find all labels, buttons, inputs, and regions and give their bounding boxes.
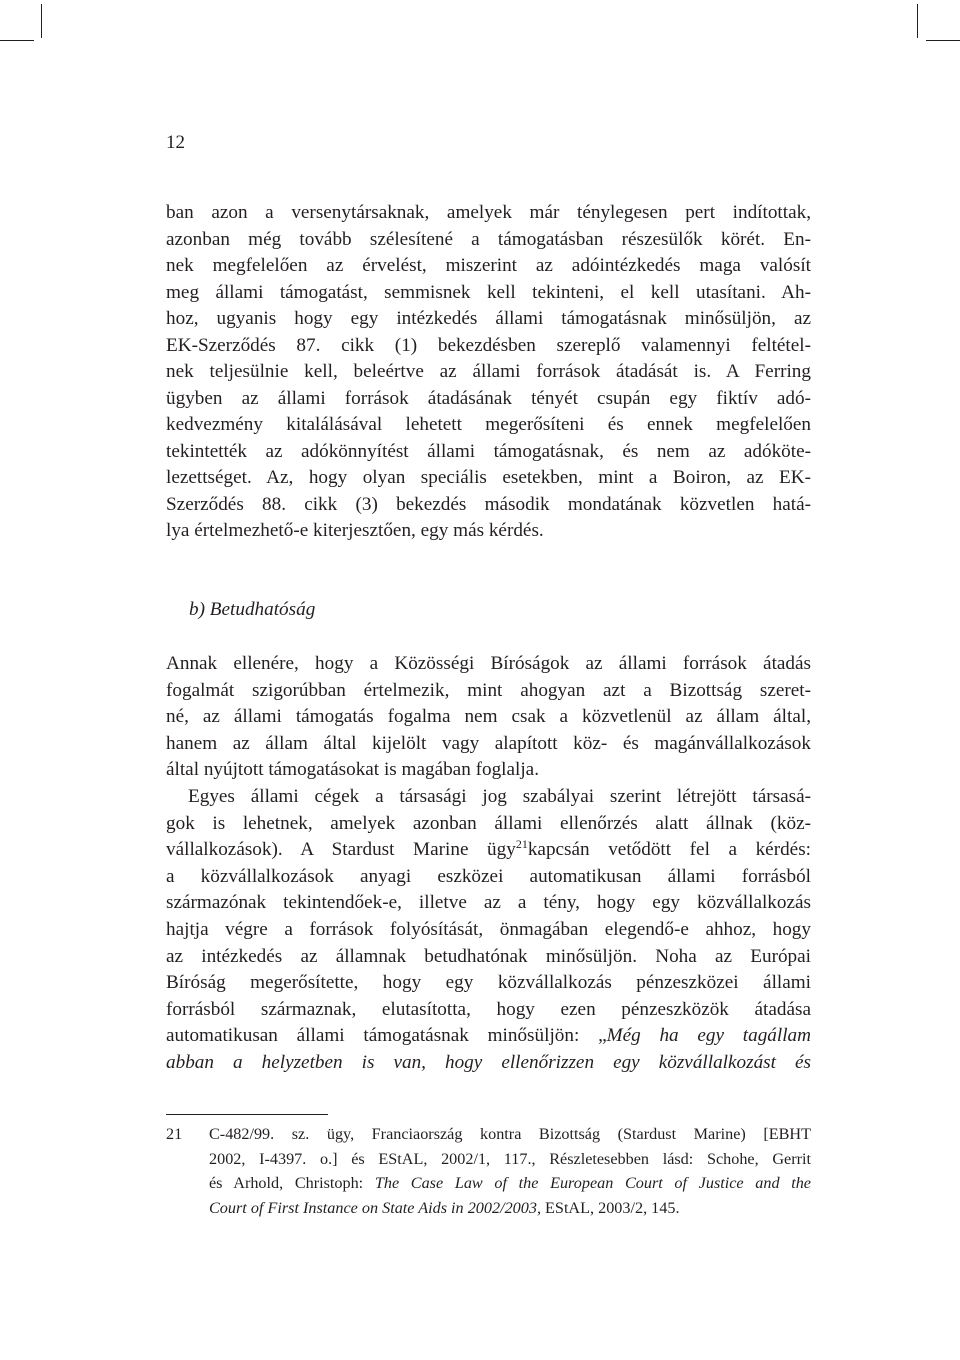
body-paragraph-3 [166,784,811,1077]
footnote-number: 21 [166,1125,183,1143]
crop-mark-top-left-vertical [41,4,42,38]
text-line: Egyes állami cégek a társasági jog szabályai szerint létrejött társasá- [188,785,811,807]
body-section-b [166,651,811,1077]
footnote-line: 2002, I-4397. o.] és EStAL, 2002/1, 117., Részletesebben lásd: Schohe, Gerrit [209,1149,811,1168]
crop-mark-top-right-horizontal [926,40,960,41]
body-paragraph-2 [166,651,811,784]
text-line: né, az állami támogatás fogalma nem csak a közvetlenül az állam által, [166,706,811,728]
text-line: forrásból származnak, elutasította, hogy ezen pénzeszközök átadása [166,998,811,1020]
text-line: hajtja végre a források folyósítását, önmagában elegendő-e ahhoz, hogy [166,918,811,940]
text-line [166,1023,811,1050]
footnote-separator [166,1114,328,1115]
quote-text-line: abban a helyzetben is van, hogy ellenőrizzen egy közvállalkozást és [166,1051,811,1073]
footnote-reference: 21 [515,837,528,852]
text-line: meg állami támogatást, semmisnek kell tekinteni, el kell utasítani. Ah- [166,281,811,303]
text-fragment: automatikusan állami támogatásnak minősüljön: [166,1025,599,1047]
text-line: hanem az állam által kijelölt vagy alapított köz- és magánvállalkozások [166,732,811,754]
text-line: tekintették az adókönnyítést állami támogatásnak, és nem az adóköte- [166,440,811,462]
text-line: gok is lehetnek, amelyek azonban állami ellenőrzés alatt állnak (köz- [166,812,811,834]
crop-mark-top-left-horizontal [0,40,34,41]
crop-mark-top-right-vertical [917,4,918,38]
text-line: által nyújtott támogatásokat is magában foglalja. [166,759,539,781]
text-line: származónak tekintendőek-e, illetve az a tény, hogy egy közvállalkozás [166,892,811,914]
text-line: ügyben az állami források átadásának tényét csupán egy fiktív adó- [166,387,811,409]
quote-text: Még ha egy tagállam [606,1025,811,1047]
citation-title: The Case Law of the European Court of Justice and the [374,1174,811,1192]
page-number: 12 [166,132,185,153]
text-line: lya értelmezhető-e kiterjesztően, egy más kérdés. [166,520,544,541]
text-line: kedvezmény kitalálásával lehetett megerősíteni és ennek megfelelően [166,414,811,435]
text-line: azonban még tovább szélesítené a támogatásban részesülők körét. En- [166,228,811,250]
text-fragment: kapcsán vetődött fel a kérdés: [527,839,811,861]
text-fragment: vállalkozások). A Stardust Marine ügy [166,839,516,861]
text-line: hoz, ugyanis hogy egy intézkedés állami támogatásnak minősüljön, az [166,308,811,329]
text-line: ban azon a versenytársaknak, amelyek már ténylegesen pert indítottak, [166,202,811,223]
text-line: a közvállalkozások anyagi eszközei automatikusan állami forrásból [166,865,811,887]
text-line: lezettséget. Az, hogy olyan speciális esetekben, mint a Boiron, az EK- [166,467,811,488]
text-fragment: EStAL, 2003/2, 145. [541,1198,680,1217]
body-paragraph-1 [166,200,811,545]
text-line: Annak ellenére, hogy a Közösségi Bíróságok az állami források átadás [166,653,811,674]
footnote-line [209,1196,811,1221]
text-line: fogalmát szigorúbban értelmezik, mint ahogyan azt a Bizottság szeret- [166,679,811,701]
text-line [166,837,811,864]
section-heading: b) Betudhatóság [189,599,316,620]
footnote-line: C-482/99. sz. ügy, Franciaország kontra Bizottság (Stardust Marine) [EBHT [209,1125,811,1143]
text-line: Szerződés 88. cikk (3) bekezdés második mondatának közvetlen hatá- [166,493,811,515]
text-line: Bíróság megerősítette, hogy egy közvállalkozás pénzeszközei állami [166,972,811,994]
footnote-line [209,1171,811,1196]
quote-mark: „ [598,1025,607,1047]
text-line: EK-Szerződés 87. cikk (1) bekezdésben szereplő valamennyi feltétel- [166,334,811,356]
footnote-text [209,1122,811,1220]
citation-title: Court of First Instance on State Aids in 2002/2003, [209,1198,541,1217]
text-line: az intézkedés az államnak betudhatónak minősüljön. Noha az Európai [166,945,811,967]
text-line: nek megfelelően az érvelést, miszerint az adóintézkedés maga valósít [166,255,811,276]
text-line: nek teljesülnie kell, beleértve az állami források átadását is. A Ferring [166,361,811,382]
text-fragment: és Arhold, Christoph: [209,1174,375,1192]
